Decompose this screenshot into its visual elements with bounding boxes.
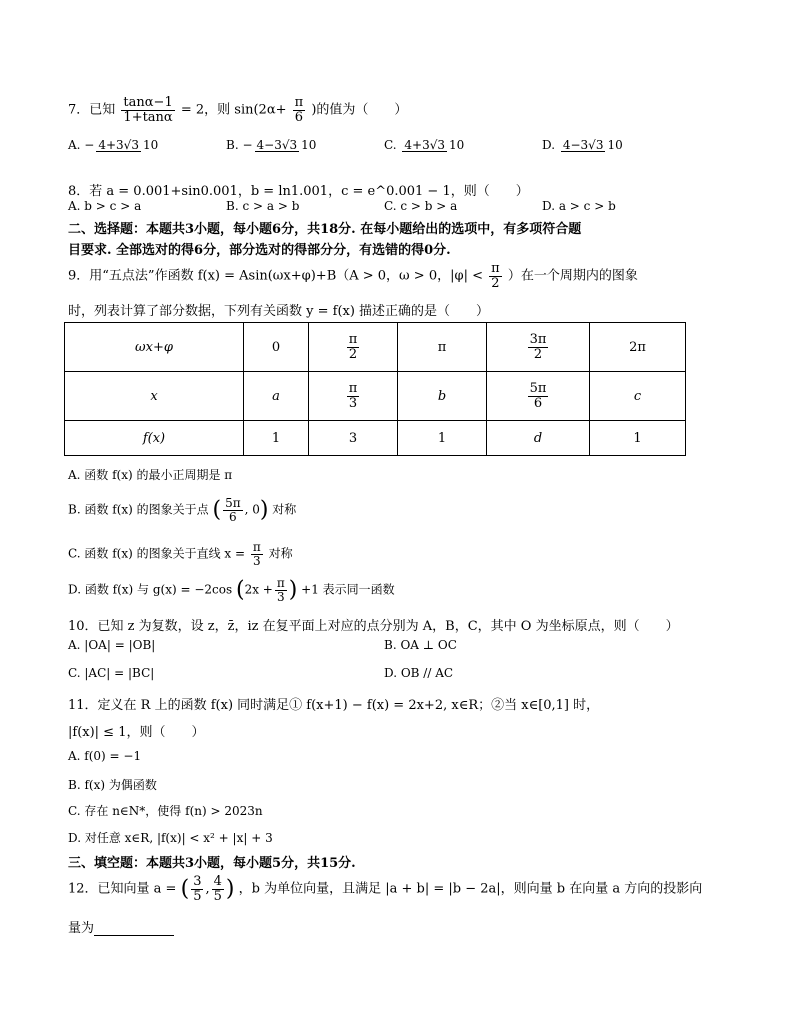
q12-stem-line1: 12．已知向量 a = ( $\frac{3}{5}$ , $\frac{4}{5}$ ) ，b 为单位向量，且满足 |a + b| = |b − 2a|，则向量 b 在向量 a 方向的投影向: [68, 874, 703, 904]
q12-stem-line2: 量为: [68, 917, 174, 936]
q10-option-a: A. |OA| = |OB|: [68, 638, 156, 652]
q10-stem: 10．已知 z 为复数，设 z，z̄，iz 在复平面上对应的点分别为 A，B，C，其中 O 为坐标原点，则（ ）: [68, 619, 679, 634]
table-cell: 1: [244, 421, 309, 456]
table-cell: c: [590, 372, 686, 421]
q10-option-b: B. OA ⊥ OC: [384, 638, 457, 652]
q8-stem: 8．若 a = 0.001+sin0.001，b = ln1.001，c = e^0.001 − 1，则（ ）: [68, 184, 529, 199]
table-row-label: f(x): [65, 421, 244, 456]
section3-heading: 三、填空题：本题共3小题，每小题5分，共15分.: [68, 856, 356, 871]
table-cell: 1: [398, 421, 487, 456]
table-row-label: ωx+φ: [65, 323, 244, 372]
table-row-label: x: [65, 372, 244, 421]
q10-option-d: D. OB // AC: [384, 666, 454, 680]
q11-option-d: D. 对任意 x∈R, |f(x)| < x² + |x| + 3: [68, 831, 273, 845]
q10-option-c: C. |AC| = |BC|: [68, 666, 155, 680]
q10-options-row2: [68, 666, 453, 680]
q7-stem: 7．已知 $\frac{\tan\alpha-1}{1+\tan\alpha}$ = 2，则 sin(2α+ $\frac{\pi}{6}$ )的值为（ ）: [68, 95, 408, 125]
q8-option-d: D. a > c > b: [542, 199, 616, 213]
table-cell: 0: [244, 323, 309, 372]
table-cell: π: [398, 323, 487, 372]
q9-option-c: C. 函数 f(x) 的图象关于直线 x = $\frac{\pi}{3}$ 对称: [68, 540, 293, 568]
section2-heading-line1: 二、选择题：本题共3小题，每小题6分，共18分. 在每小题给出的选项中，有多项符合题: [68, 222, 582, 237]
table-cell: a: [244, 372, 309, 421]
q8-option-b: B. c > a > b: [226, 199, 300, 213]
q8-options: [68, 199, 700, 213]
q9-stem-line1: 9．用“五点法”作函数 f(x) = Asin(ωx+φ)+B（A > 0，ω > 0，|φ| < $\frac{\pi}{2}$ ）在一个周期内的图象: [68, 261, 638, 291]
table-row: [65, 372, 686, 421]
q9-option-d: D. 函数 f(x) 与 g(x) = −2cos (2x + $\frac{\pi}{3}$ ) +1 表示同一函数: [68, 576, 395, 604]
table-cell: $\frac{\pi}{3}$: [309, 372, 398, 421]
q7-option-a: A. − 4+3√3 10: [68, 137, 159, 152]
q11-stem-line1: 11．定义在 R 上的函数 f(x) 同时满足① f(x+1) − f(x) = 2x+2, x∈R；②当 x∈[0,1] 时，: [68, 698, 600, 713]
q11-option-a: A. f(0) = −1: [68, 749, 142, 763]
q10-options-row1: [68, 638, 457, 652]
q8-option-c: C. c > b > a: [384, 199, 458, 213]
q11-stem-line2: |f(x)| ≤ 1，则（ ）: [68, 725, 205, 740]
q9-stem-line2: 时，列表计算了部分数据，下列有关函数 y = f(x) 描述正确的是（ ）: [68, 304, 490, 319]
q7-pi-over-6: $\frac{\pi}{6}$: [294, 95, 304, 125]
table-cell: 3: [309, 421, 398, 456]
table-cell: d: [487, 421, 590, 456]
q7-number: 7．已知: [68, 102, 116, 118]
q7-fraction: $\frac{\tan\alpha-1}{1+\tan\alpha}$: [123, 95, 173, 125]
q8-option-a: A. b > c > a: [68, 199, 142, 213]
table-cell: $\frac{5\pi}{6}$: [487, 372, 590, 421]
answer-blank[interactable]: [94, 923, 174, 936]
table-row: [65, 421, 686, 456]
section2-heading-line2: 目要求. 全部选对的得6分，部分选对的得部分分，有选错的得0分.: [68, 243, 451, 258]
q7-option-d: D. 4−3√3 10: [542, 137, 623, 152]
table-cell: $\frac{\pi}{2}$: [309, 323, 398, 372]
table-cell: $\frac{3\pi}{2}$: [487, 323, 590, 372]
q7-option-b: B. − 4−3√3 10: [226, 137, 317, 152]
table-cell: b: [398, 372, 487, 421]
table-row: [65, 323, 686, 372]
q9-option-a: A. 函数 f(x) 的最小正周期是 π: [68, 468, 233, 482]
table-cell: 1: [590, 421, 686, 456]
table-cell: 2π: [590, 323, 686, 372]
q11-option-b: B. f(x) 为偶函数: [68, 778, 157, 792]
q11-option-c: C. 存在 n∈N*，使得 f(n) > 2023n: [68, 804, 263, 818]
q7-option-c: C. 4+3√3 10: [384, 137, 465, 152]
q9-option-b: B. 函数 f(x) 的图象关于点 ( $\frac{5\pi}{6}$ , 0) 对称: [68, 496, 297, 524]
q9-data-table: [64, 322, 686, 456]
q7-options: [68, 138, 700, 152]
